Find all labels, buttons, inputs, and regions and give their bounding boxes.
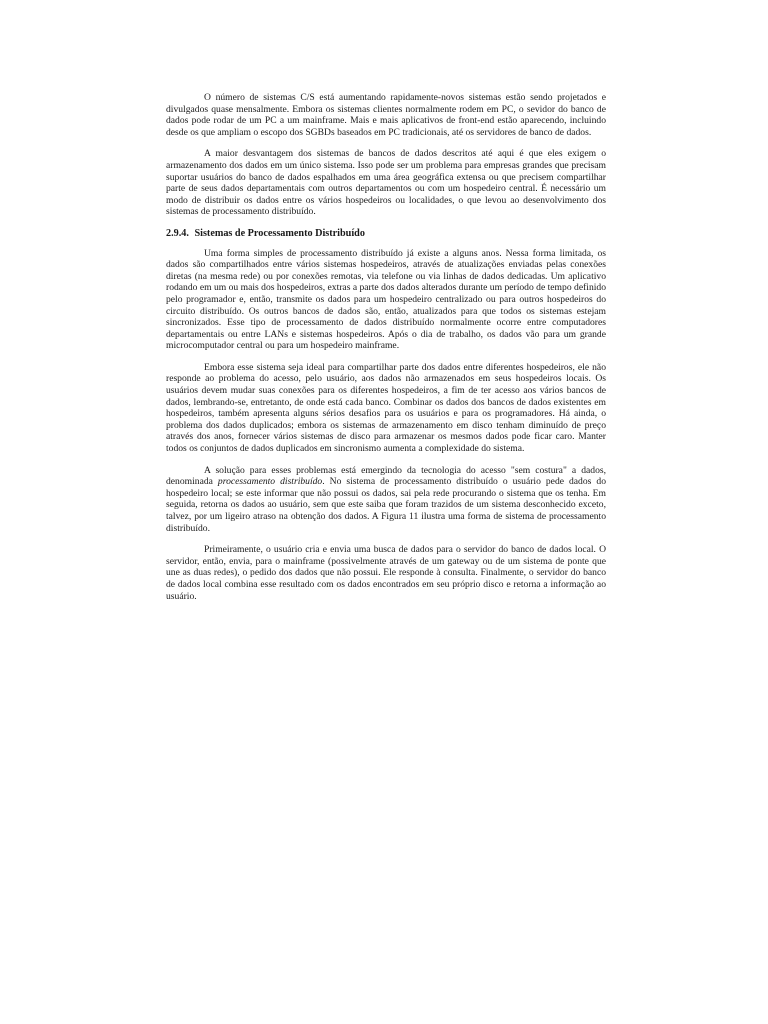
paragraph-simple-form: Uma forma simples de processamento distribuído já existe a alguns anos. Nessa forma limitada, os dados são compartilhados entre vários sistemas hospedeiros, através de atualizações enviadas pelas conexões diretas (na mesma rede) ou por conexões remotas, via telefone ou via linhas de dados dedicadas. Um aplicativo rodando em um ou mais dos hospedeiros, extras a parte dos dados alterados durante um período de tempo definido pelo programador e, então, transmite os dados para um hospedeiro centralizado ou para outros hospedeiros do circuito distribuído. Os outros bancos de dados são, então, atualizados para que todos os sistemas estejam sincronizados. Esse tipo de processamento de dados distribuído normalmente ocorre entre computadores departamentais ou entre LANs e sistemas hospedeiros. Após o dia de trabalho, os dados vão para um grande microcomputador central ou para um hospedeiro mainframe. — [166, 247, 606, 352]
document-page — [166, 92, 606, 612]
section-title: Sistemas de Processamento Distribuído — [194, 227, 365, 239]
paragraph-solution — [166, 465, 606, 535]
paragraph-cs-systems: O número de sistemas C/S está aumentando rapidamente-novos sistemas estão sendo projetados e divulgados quase mensalmente. Embora os sistemas clientes normalmente rodem em PC, o sevidor do banco de dados pode rodar de um PC a um mainframe. Mais e mais aplicativos de front-end estão aparecendo, incluindo desde os que ampliam o escopo dos SGBDs baseados em PC tradicionais, até os servidores de banco de dados. — [166, 92, 606, 138]
paragraph-access-problem: Embora esse sistema seja ideal para compartilhar parte dos dados entre diferentes hospedeiros, ele não responde ao problema do acesso, pelo usuário, aos dados não armazenados em seus hospedeiros locais. Os usuários devem mudar suas conexões para os diferentes hospedeiros, a fim de ter acesso aos vários bancos de dados, lembrando-se, entretanto, de onde está cada banco. Combinar os dados dos bancos de dados existentes em hospedeiros, também apresenta alguns sérios desafios para os usuários e para os programadores. Há ainda, o problema dos dados duplicados; embora os sistemas de armazenamento em disco tenham diminuído de preço através dos anos, fornecer vários sistemas de disco para armazenar os mesmos dados pode ficar caro. Manter todos os conjuntos de dados duplicados em sincronismo aumenta a complexidade do sistema. — [166, 361, 606, 455]
solution-text-start: A solução para esses problemas está emergindo da tecnologia do acesso "sem costura" a dados, denominada — [166, 464, 606, 488]
solution-text-end: . No sistema de processamento distribuído o usuário pede dados do hospedeiro local; se este informar que não possui os dados, sai pela rede procurando o sistema que os tenha. Em seguida, retorna os dados ao usuário, sem que este saiba que foram trazidos de um sistema desconhecido exceto, talvez, por um ligeiro atraso na obtenção dos dados. A Figura 11 ilustra uma forma de sistema de processamento distribuído. — [166, 476, 606, 534]
section-heading — [166, 228, 606, 240]
paragraph-user-query: Primeiramente, o usuário cria e envia uma busca de dados para o servidor do banco de dados local. O servidor, então, envia, para o mainframe (possivelmente através de um gateway ou de um sistema de ponte que une as duas redes), o pedido dos dados que não possui. Ele responde à consulta. Finalmente, o servidor do banco de dados local combina esse resultado com os dados encontrados em seu próprio disco e retorna a informação ao usuário. — [166, 544, 606, 602]
section-number: 2.9.4. — [166, 227, 189, 239]
paragraph-disadvantage: A maior desvantagem dos sistemas de bancos de dados descritos até aqui é que eles exigem o armazenamento dos dados em um único sistema. Isso pode ser um problema para empresas grandes que precisam suportar usuários do banco de dados espalhados em uma área geográfica extensa ou que precisem compartilhar parte de seus dados departamentais com outros departamentos ou com um hospedeiro central. É necessário um modo de distribuir os dados entre os vários hospedeiros ou localidades, o que levou ao desenvolvimento dos sistemas de processamento distribuído. — [166, 148, 606, 218]
solution-emphasis: processamento distribuído — [217, 476, 323, 488]
